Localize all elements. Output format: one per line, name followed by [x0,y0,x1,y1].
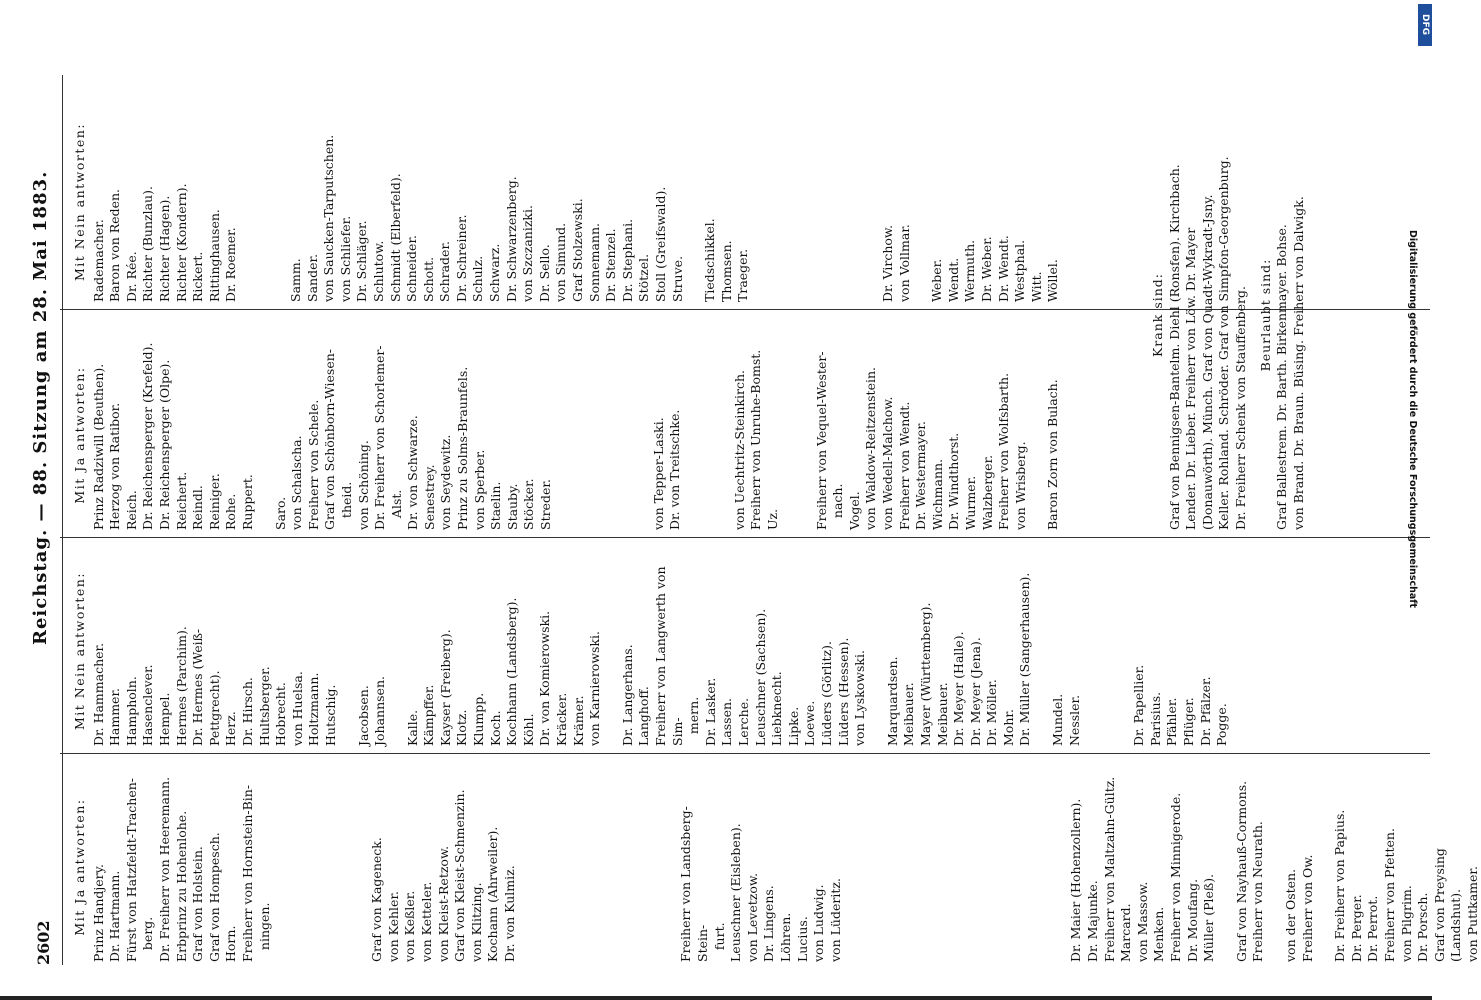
member-name: Struve. [669,255,685,302]
member-name: von Wedell-Malchow. [879,396,895,530]
member-name: Schulz. [470,255,486,302]
member-name: Dr. Freiherr von Papius. [1332,809,1348,962]
member-name: von Sperber. [471,449,487,530]
member-name: Schrader. [437,240,453,302]
digitization-watermark: Digitalisierung gefördert durch die Deutsche Forschungsgemeinschaft [1407,230,1418,608]
member-name: Dr. Lasker. [702,677,718,746]
member-name: Dr. Langerhans. [619,644,635,746]
member-name: Lipke. [785,706,801,746]
spacer [1052,772,1068,962]
page-title: Reichstag. — 88. Sitzung am 28. Mai 1883. [30,170,51,645]
member-name: Parisius. [1147,691,1163,746]
member-name: Stötzel. [636,253,652,302]
member-name: Schwarz. [487,243,503,302]
spacer [798,340,814,530]
member-name: Graf von Kleist-Schmenzin. [452,789,468,962]
member-name: Schmidt (Elberfeld). [387,173,403,302]
spacer [768,102,784,302]
member-name: Pflüger. [1181,697,1197,746]
member-name: Freiherr von Hornstein-Bin- [239,784,255,962]
spacer [604,556,620,746]
member-name: Dr. Papellier. [1131,664,1147,746]
member-name: Hultsberger. [256,666,272,746]
member-name: Dr. Sello. [536,244,552,302]
spacer [550,772,566,962]
spacer [273,772,289,962]
member-name: Kochann (Ahrweiler). [485,826,501,962]
member-name: von Saucken-Tarputschen. [321,134,337,302]
member-name: Dr. Perger. [1348,894,1364,962]
beurlaubt-heading: Beurlaubt sind: [1257,258,1273,372]
member-name: Pogge. [1214,703,1230,746]
spacer [876,772,892,962]
member-name: Mundel. [1050,693,1066,746]
spacer [972,772,988,962]
absent-line: Keller. Rohland. Schröder. Graf von Simpfon-Georgenburg. [1216,156,1232,530]
member-name: von Seydewitz. [438,434,454,530]
spacer [913,102,929,302]
spacer [844,772,860,962]
spacer [924,772,940,962]
column-heading: Mit Nein antworten: [72,122,87,282]
member-name: von Waldow-Reitzenstein. [863,367,879,530]
member-name: Marquardsen. [884,656,900,746]
member-name: Dr. Hammacher. [90,642,106,746]
member-name: Jacobsen. [355,685,371,746]
spacer [587,340,603,530]
member-name: Horn. [223,925,239,962]
member-name: Dr. Schreiner. [453,214,469,302]
column-nein-right [72,102,1062,302]
member-name: von Schöning. [355,440,371,530]
member-name: Müller (Pleß). [1201,873,1217,962]
member-name: Baron von Reden. [107,188,123,302]
absent-section [1150,100,1307,530]
member-name: Uz. [765,508,780,530]
member-name: Graf von Holstein. [190,846,206,962]
member-name: von Schalscha. [289,435,305,530]
spacer [257,340,273,530]
member-name: Lerche. [735,697,751,746]
member-name: Westphal. [1012,239,1028,302]
dfg-logo: DFG [1418,4,1432,46]
member-name: Wendt. [945,257,961,302]
member-name: Tiedschikkel. [702,218,718,302]
member-name: Liebknecht. [769,671,785,746]
member-name: Baron Zorn von Bulach. [1045,379,1061,530]
spacer [782,340,798,530]
member-name: Johannsen. [372,676,388,746]
member-name: von Szczanizki. [520,205,536,302]
member-name: Reindl. [190,485,206,530]
member-name: Freiherr von Ow. [1299,854,1315,962]
member-name: Leuschner (Sachsen). [752,608,768,746]
member-name: Hermes (Parchim). [173,626,189,746]
member-name: Staelin. [488,481,504,530]
spacer [988,772,1004,962]
member-name: Dr. Schwarzenberg. [503,176,519,302]
absent-line: (Donauwörth). Münch. Graf von Quadt-Wykradt-Jsny. [1199,194,1215,530]
member-name: Dr. von Kulmiz. [501,865,517,962]
absent-line: Lender. Dr. Lieber. Freiherr von Löw. Dr. Mayer [1183,227,1199,530]
column-ja-right [72,340,1062,530]
member-name: berg. [140,916,156,962]
column-ja-left [72,772,1481,962]
member-name: Freiherr von Wolfsbarth. [996,372,1012,530]
member-name: Graf von Preysing (Landshut). [1431,844,1464,962]
member-name: von Uechtritz-Steinkirch. [731,369,747,530]
member-name: Reiniger. [206,473,222,530]
member-name: Stöcker. [521,478,537,530]
member-name: Hobrecht. [273,682,289,746]
member-name: Freiherr von Neurath. [1250,821,1266,962]
member-name: Hempel. [156,692,172,746]
spacer [892,772,908,962]
member-name: Dr. Wendt. [995,235,1011,302]
member-name: Rittinghausen. [206,209,222,302]
member-name: Dr. von Schwarze. [405,415,421,530]
member-name: Dr. Porsch. [1415,892,1431,962]
member-name: von Karnierowski. [587,631,603,746]
spacer [566,772,582,962]
spacer [908,772,924,962]
member-name: Graf Stolzewski. [570,198,586,302]
spacer [860,772,876,962]
member-name: Lüders (Görlitz). [818,641,834,746]
spacer [716,340,732,530]
spacer [337,772,353,962]
member-name: Kayser (Freiberg). [437,629,453,746]
column-heading: Mit Ja antworten: [72,366,87,504]
member-name: von Kleist-Retzow. [435,845,451,962]
member-name: von Tepper-Laski. [650,417,666,530]
member-name: Richter (Hagen). [156,195,172,302]
member-name: Menken. [1151,906,1167,962]
member-name: Schlutow. [370,240,386,302]
member-name: Sander. [304,253,320,302]
spacer [956,772,972,962]
spacer [571,340,587,530]
spacer [686,102,702,302]
absent-line: Dr. Freiherr Schenk von Stauffenberg. [1232,286,1248,530]
member-name: Dr. Meyer (Halle). [951,631,967,746]
member-name: Wöllel. [1045,259,1061,302]
member-name: Herzog von Ratibor. [107,402,123,530]
member-name: Prinz Handjery. [90,863,106,962]
spacer [272,102,288,302]
member-name: Dr. von Treitschke. [667,409,683,530]
member-name: Dr. Moufang. [1184,878,1200,962]
member-name: von Levetzow. [744,872,760,962]
member-name: Richter (Bunzlau). [140,186,156,302]
spacer [353,772,369,962]
member-name: Lucius. [794,916,810,962]
member-name: Klumpp. [471,692,487,746]
absent-line: Graf von Bennigsen-Bantelm. Diehl (Ronsfen). Kirchbach. [1166,164,1182,530]
member-name: Dr. Westermayer. [913,421,929,530]
member-name: ningen. [256,902,272,962]
member-name: Dr. Weber. [978,236,994,302]
spacer [1267,772,1283,962]
member-name: Streder. [538,479,554,530]
member-name: Marcard. [1118,903,1134,962]
member-name: von der Osten. [1282,868,1298,962]
scan-edge-left [0,996,1432,1000]
member-name: Richter (Kondern). [173,183,189,302]
member-name: Dr. Meyer (Jena). [967,637,983,746]
member-name: Dr. Schläger. [354,220,370,302]
absent-line: Graf Ballestrem. Dr. Barth. Birkenmayer. Bohse. [1274,224,1290,530]
member-name: Dr. Freiherr von Heeremann. [156,776,172,962]
member-name: Dr. Reichensperger (Olpe). [156,359,172,530]
member-name: Dr. Pfälzer. [1197,676,1213,746]
member-name: Lüders (Hessen). [835,637,851,746]
member-name: von Kehler. [385,890,401,962]
member-name: Reich. [123,490,139,530]
member-name: Wurmer. [962,475,978,530]
member-name: Fürst von Hatzfeldt-Trachen- [123,778,139,962]
member-name: Senestrey. [421,464,437,530]
spacer [598,772,614,962]
member-name: von Puttkamer. [1464,866,1480,962]
member-name: Prinz Radziwill (Beuthen). [90,363,106,530]
member-name: Stoll (Greifswald). [653,186,668,302]
spacer [555,340,571,530]
member-name: Freiherr von Minnigerode. [1167,792,1183,962]
member-name: Rohe. [223,493,239,530]
member-name: Traeger. [735,248,751,302]
member-name: von Simund. [553,222,569,302]
member-name: Freiherr von Pfetten. [1381,828,1397,962]
member-name: Dr. Hermes (Weiß-Pettgrecht). [190,628,222,746]
beurlaubt-list [1274,100,1307,530]
member-name: Löhren. [778,912,794,962]
member-name: Dr. Stephani. [619,218,635,302]
member-name: Witt. [1028,271,1044,302]
member-name: von Huelsa. [289,671,305,746]
member-name: Klotz. [454,709,470,746]
member-name: Sonnemann. [586,223,602,302]
spacer [1083,556,1099,746]
member-name: Kochhann (Landsberg). [504,597,520,746]
spacer [662,772,678,962]
spacer [305,772,321,962]
absent-line: von Brand. Dr. Braun. Büsing. Freiherr von Dalwigk. [1290,196,1306,530]
member-name: Freiherr von Langwerth von Sim- [653,562,685,746]
spacer [289,772,305,962]
member-name: Koch. [487,710,503,746]
member-name: Rickert. [190,251,206,302]
member-name: Weber. [929,258,945,302]
member-name: von Lüderitz. [827,878,843,962]
member-name: Dr. Hartmann. [107,870,123,962]
member-name: Reichert. [173,471,189,530]
member-name: Dr. Freiherr von Schorlemer- [372,345,388,530]
member-name: von Lyskowski. [852,650,868,746]
member-name: Wichmann. [929,458,945,530]
member-name: Saro. [272,496,288,530]
spacer [816,102,832,302]
member-name: Dr. von Komierowski. [537,610,553,746]
member-name: Dr. Majunke. [1085,880,1100,962]
member-name: Alst. [388,489,404,530]
member-name: Dr. Stenzel. [603,228,619,302]
member-name: Walzberger. [979,454,995,530]
member-name: Graf von Hompesch. [206,832,222,962]
spacer [684,340,700,530]
member-name: Freiherr von Maltzahn-Gültz. [1101,776,1117,962]
member-name: nach. [830,483,846,530]
spacer [864,102,880,302]
spacer [700,340,716,530]
member-name: Kalle. [404,709,420,746]
spacer [940,772,956,962]
spacer [1020,772,1036,962]
member-name: von Pilgrim. [1398,885,1414,962]
member-name: Hampholn. [123,676,139,746]
member-name: Nessler. [1066,694,1082,746]
member-name: Samm. [287,258,303,302]
member-name: theid. [338,481,354,530]
column-heading: Mit Nein antworten: [72,571,87,731]
krank-heading: Krank sind: [1150,272,1165,358]
member-name: Ruppert. [239,474,255,530]
member-name: Freiherr von Wendt. [896,401,912,530]
member-name: Dr. Müller (Sangerhausen). [1017,572,1033,746]
member-name: Thomsen. [718,240,734,302]
spacer [340,556,356,746]
member-name: Köhl. [520,713,536,746]
member-name: mern. [686,696,702,746]
spacer [630,772,646,962]
spacer [614,772,630,962]
spacer [534,772,550,962]
member-name: Herz. [223,711,239,746]
member-name: Meibauer. [901,682,917,746]
member-name: Graf von Nayhauß-Cormons. [1233,780,1249,962]
member-name: von Klitzing. [468,882,484,962]
column-divider [60,753,1430,754]
member-name: Kräcker. [554,692,570,746]
member-name: von Ludwig. [811,884,827,962]
spacer [752,102,768,302]
member-name: Erbprinz zu Hohenlohe. [173,810,189,962]
spacer [582,772,598,962]
spacer [646,772,662,962]
spacer [518,772,534,962]
member-name: Dr. Möller. [984,679,1000,746]
member-name: Freiherr von Unruhe-Bomst. [748,349,764,530]
page-number: 2602 [34,920,53,965]
member-name: Dr. Virchow. [879,224,895,302]
member-name: Dr. Windthorst. [946,432,962,530]
member-name: Hammer. [107,687,123,746]
spacer [619,340,635,530]
spacer [784,102,800,302]
spacer [1036,772,1052,962]
spacer [832,102,848,302]
spacer [848,102,864,302]
member-name: von Ketteler. [418,881,434,962]
member-name: Langhoff. [636,686,652,746]
member-name: Lassen. [719,697,735,746]
spacer [321,772,337,962]
spacer [635,340,651,530]
member-name: furt. [711,922,727,962]
member-name: Schneider. [404,234,420,302]
spacer [256,102,272,302]
member-name: Hutschig. [322,684,338,746]
member-name: Freiherr von Landsberg-Stein- [678,806,711,962]
member-name: Dr. Lingens. [761,885,777,962]
member-name: von Vollmar. [896,224,912,302]
member-name: Pfähler. [1164,697,1180,746]
member-name: Schott. [420,256,436,302]
member-name: Dr. Roemer. [223,227,239,302]
member-name: Kämpffer. [421,684,437,746]
column-nein-left [72,556,1231,746]
spacer [1099,556,1115,746]
member-name: Prinz zu Solms-Braunfels. [455,366,471,530]
member-name: von Schliefer. [337,215,353,302]
spacer [1004,772,1020,962]
header-rule [62,75,63,965]
member-name: Dr. Reichensperger (Krefeld). [140,342,156,530]
spacer [1115,556,1131,746]
spacer [869,556,885,746]
member-name: Freiherr von Schele. [305,399,321,530]
member-name: von Massow. [1134,881,1150,962]
member-name: Dr. Hirsch. [239,677,255,746]
member-name: Mayer (Württemberg). [917,602,933,746]
member-name: Dr. Rée. [123,251,139,302]
member-name: Holtzmann. [306,672,322,746]
krank-list [1167,100,1250,530]
member-name: Vogel. [846,491,862,530]
member-name: Freiherr von Vequel-Wester- [813,351,829,530]
member-name: Hasenclever. [140,664,156,746]
spacer [1029,340,1045,530]
member-name: Stauby. [504,483,520,530]
member-name: Meibauer. [934,682,950,746]
member-name: Graf von Schönborn-Wiesen- [322,348,338,530]
member-name: Dr. Perrot. [1365,895,1381,962]
member-name: Loewe. [802,700,818,746]
spacer [1316,772,1332,962]
member-name: Graf von Kageneck. [369,837,385,962]
spacer [1218,772,1234,962]
spacer [603,340,619,530]
member-name: von Wrisberg. [1012,441,1028,530]
member-name: Rademacher. [90,219,106,302]
member-name: Krämer. [570,695,586,746]
spacer [800,102,816,302]
member-name: Dr. Maier (Hohenzollern). [1068,798,1084,962]
member-name: Mohr. [1000,709,1016,746]
member-name: Leuschner (Eisleben). [728,823,744,962]
column-heading: Mit Ja antworten: [72,798,87,936]
column-divider [60,537,1430,538]
member-name: Wermuth. [962,239,978,302]
spacer [389,556,405,746]
spacer [1034,556,1050,746]
member-name: von Keßler. [402,890,418,962]
spacer [240,102,256,302]
page-header [30,75,70,965]
